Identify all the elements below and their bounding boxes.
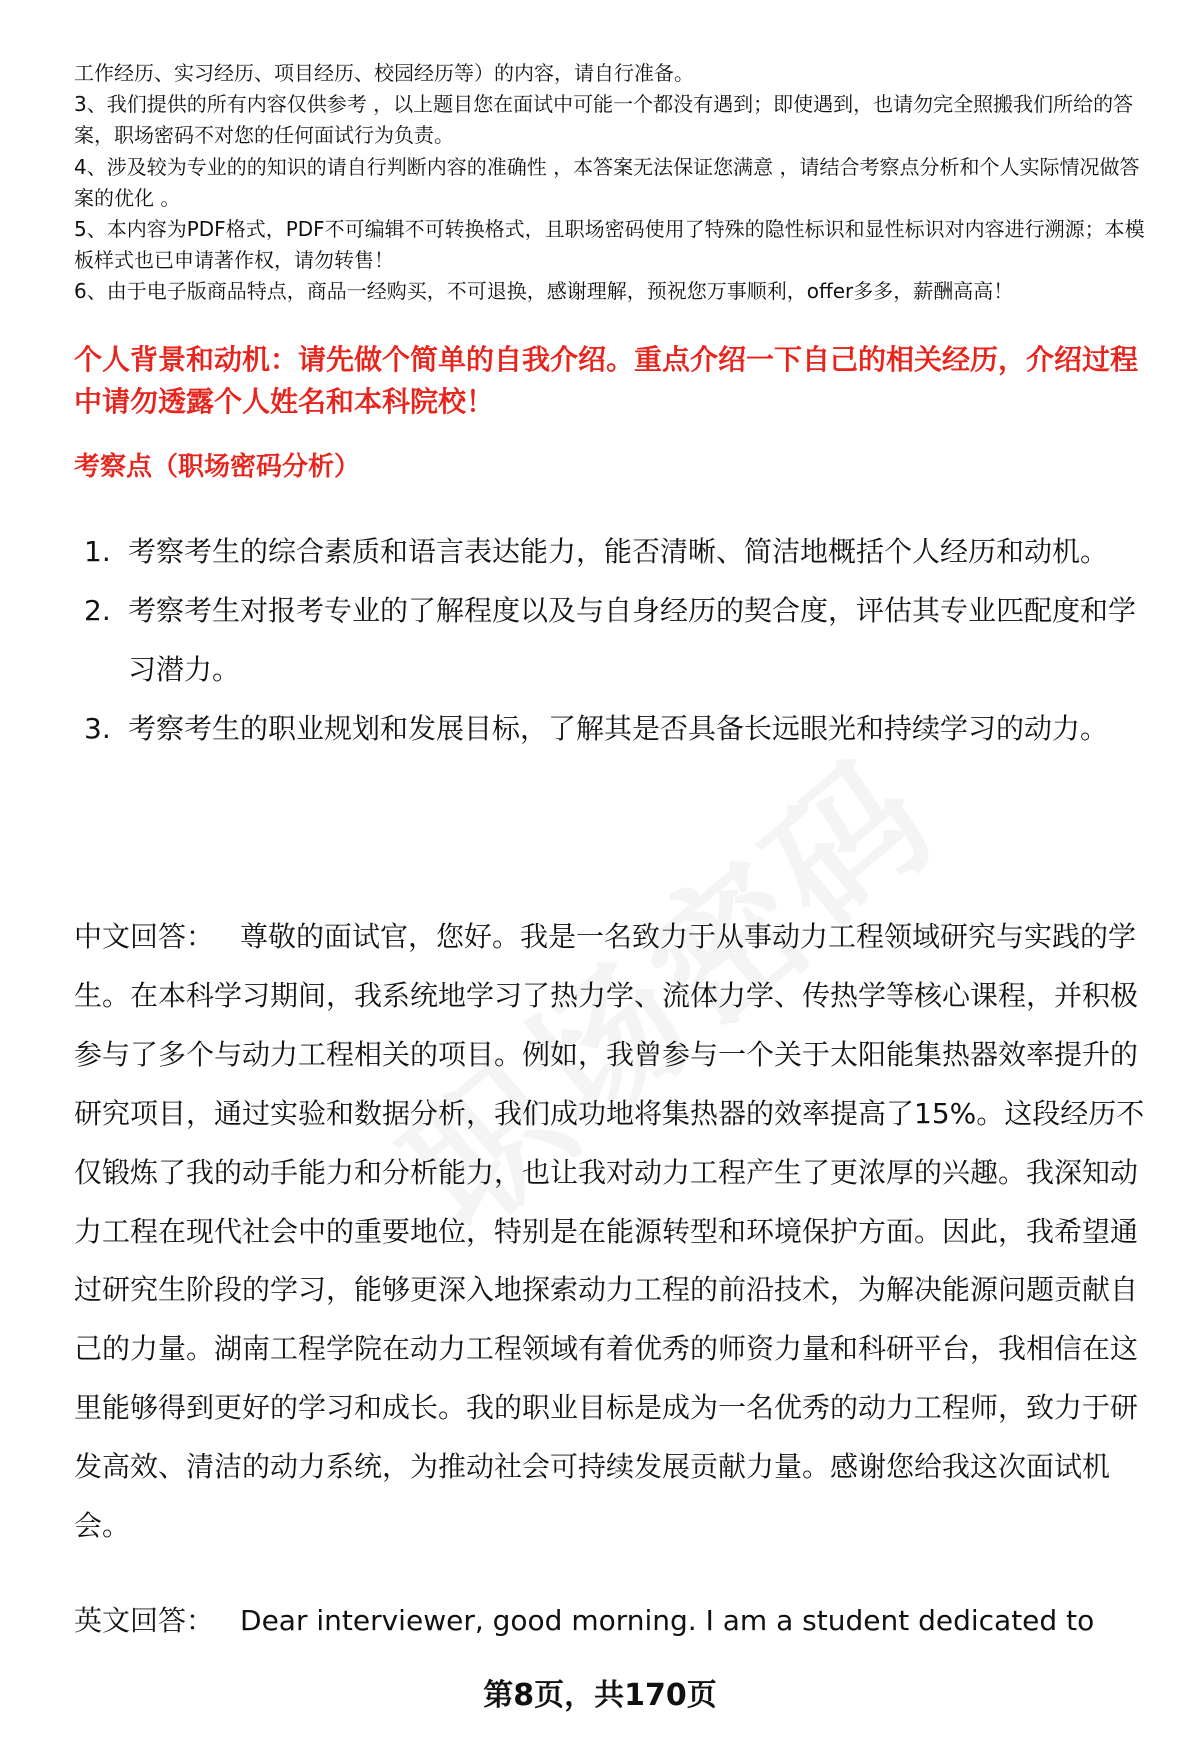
notice-item: 6、由于电子版商品特点，商品一经购买，不可退换，感谢理解，预祝您万事顺利，offer多多，薪酬高高！ (74, 279, 1014, 304)
notice-item: 3、我们提供的所有内容仅供参考 ，以上题目您在面试中可能一个都没有遇到；即使遇到，也请勿完全照搬我们所给的答案，职场密码不对您的任何面试行为负责。 (74, 92, 1134, 148)
assessment-point (84, 581, 1154, 699)
english-answer-label: 英文回答： (74, 1604, 215, 1637)
point-text: 考察考生的职业规划和发展目标，了解其是否具备长远眼光和持续学习的动力。 (128, 712, 1109, 745)
assessment-point (84, 522, 1154, 581)
point-text: 考察考生的综合素质和语言表达能力，能否清晰、简洁地概括个人经历和动机。 (128, 535, 1109, 568)
chinese-answer (74, 908, 1154, 1556)
english-answer-text: Dear interviewer, good morning. I am a student dedicated to (240, 1604, 1095, 1637)
point-text: 考察考生对报考专业的了解程度以及与自身经历的契合度，评估其专业匹配度和学习潜力。 (128, 594, 1137, 686)
point-number: 1. (84, 535, 111, 568)
section-title: 考察点（职场密码分析） (74, 452, 361, 482)
point-number: 2. (84, 594, 111, 627)
english-answer (74, 1592, 1154, 1650)
assessment-points-list (84, 522, 1154, 758)
notice-item: 工作经历、实习经历、项目经历、校园经历等）的内容，请自行准备。 (74, 61, 694, 85)
page-number: 第8页，共170页 (483, 1678, 717, 1713)
point-number: 3. (84, 712, 111, 745)
assessment-point (84, 699, 1154, 758)
chinese-answer-label: 中文回答： (74, 920, 215, 953)
notice-item: 4、涉及较为专业的的知识的请自行判断内容的准确性 ，本答案无法保证您满意 ，请结合考察点分析和个人实际情况做答案的优化 。 (74, 154, 1140, 210)
notice-list (74, 58, 1154, 308)
notice-item: 5、本内容为PDF格式，PDF不可编辑不可转换格式，且职场密码使用了特殊的隐性标识和显性标识对内容进行溯源；本模板样式也已申请著作权，请勿转售！ (74, 217, 1145, 273)
chinese-answer-text: 尊敬的面试官，您好。我是一名致力于从事动力工程领域研究与实践的学生。在本科学习期间，我系统地学习了热力学、流体力学、传热学等核心课程，并积极参与了多个与动力工程相关的项目。例如，我曾参与一个关于太阳能集热器效率提升的研究项目，通过实验和数据分析，我们成功地将集热器的效率提高了15%。这段经历不仅锻炼了我的动手能力和分析能力，也让我对动力工程产生了更浓厚的兴趣。我深知动力工程在现代社会中的重要地位，特别是在能源转型和环境保护方面。因此，我希望通过研究生阶段的学习，能够更深入地探索动力工程的前沿技术，为解决能源问题贡献自己的力量。湖南工程学院在动力工程领域有着优秀的师资力量和科研平台，我相信在这里能够得到更好的学习和成长。我的职业目标是成为一名优秀的动力工程师，致力于研发高效、清洁的动力系统，为推动社会可持续发展贡献力量。感谢您给我这次面试机会。 (74, 920, 1145, 1543)
question-heading: 个人背景和动机：请先做个简单的自我介绍。重点介绍一下自己的相关经历，介绍过程中请勿透露个人姓名和本科院校！ (74, 343, 1139, 418)
